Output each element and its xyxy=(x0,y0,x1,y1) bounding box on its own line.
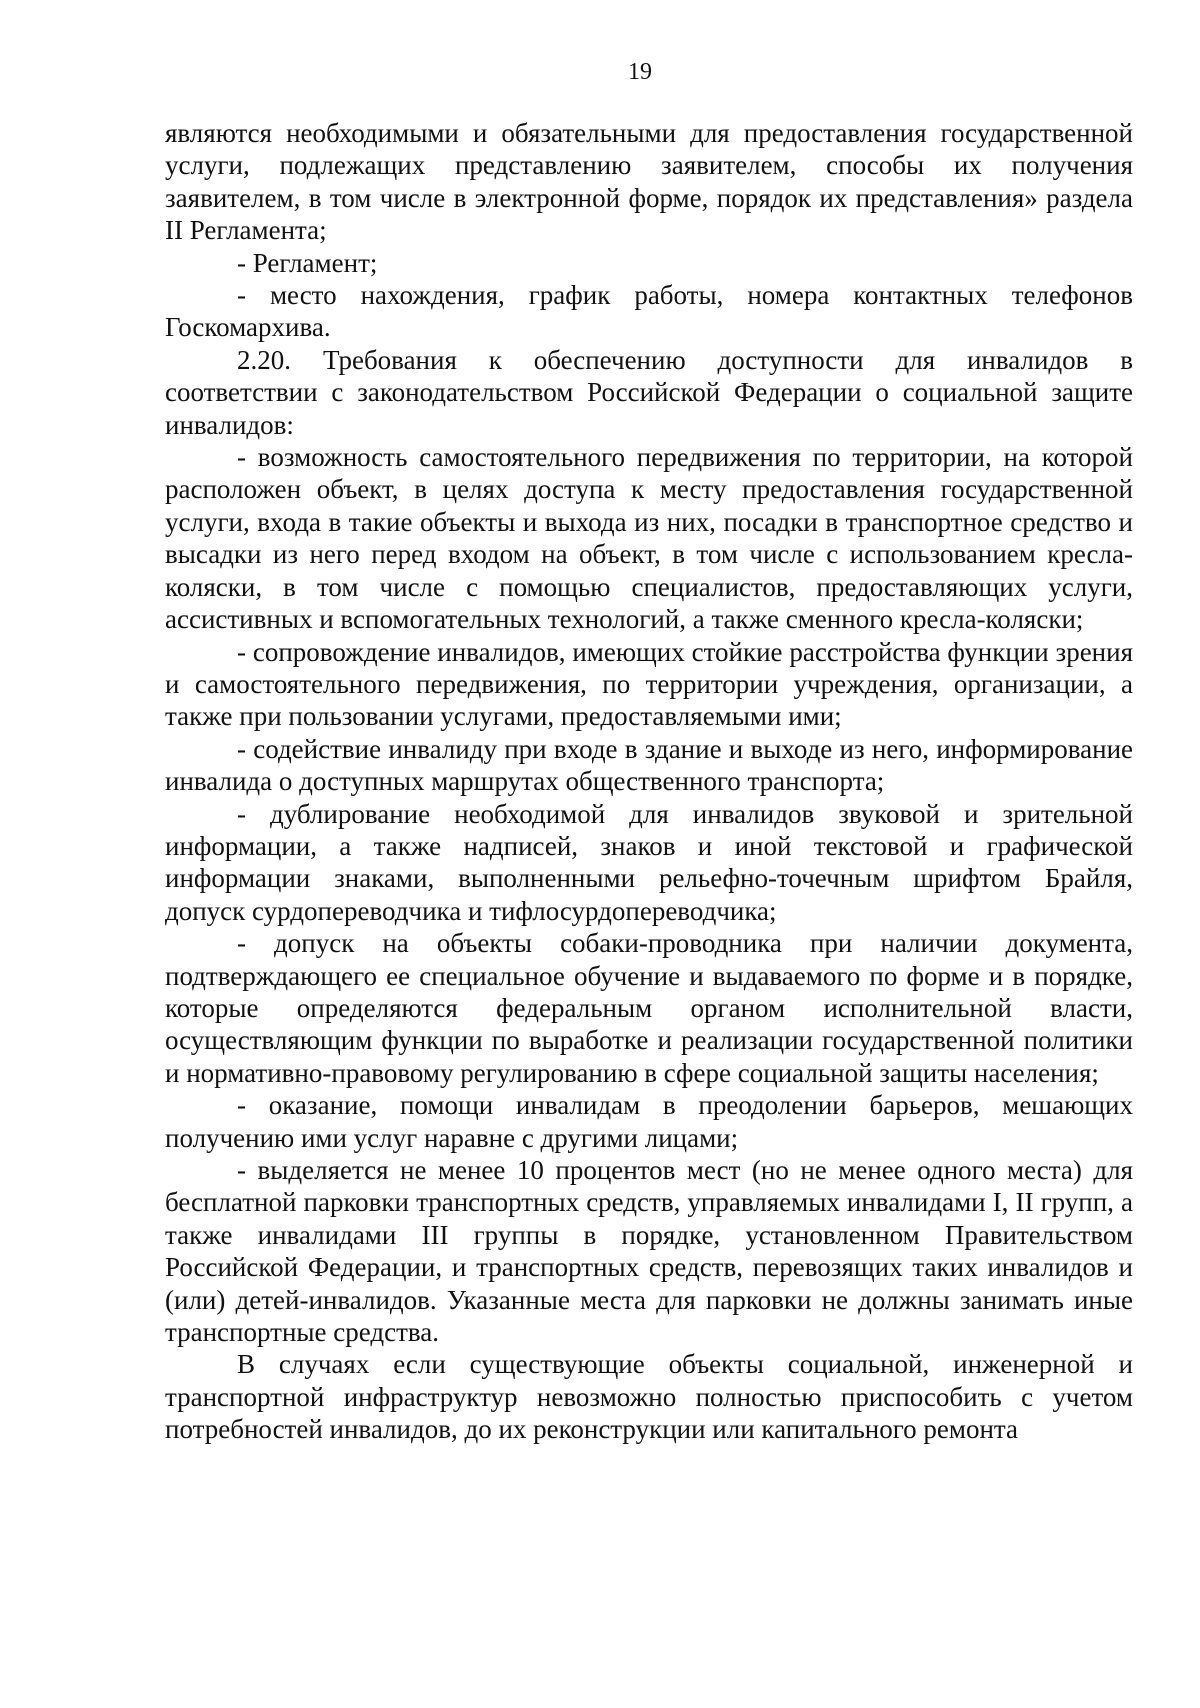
paragraph: являются необходимыми и обязательными для предоставления государственной услуги, подлежащих представлению заявителем, способы их получения заявителем, в том числе в электронной форме, порядок их представления» раздела II Регламента; xyxy=(165,118,1133,246)
paragraph xyxy=(165,344,1133,441)
document-body xyxy=(165,117,1133,1446)
paragraph: - возможность самостоятельного передвижения по территории, на которой расположен объект, в целях доступа к месту предоставления государственной услуги, входа в такие объекты и выхода из них, посадки в транспортное средство и высадки из него перед входом на объект, в том числе с использованием кресла-коляски, в том числе с помощью специалистов, предоставляющих услуги, ассистивных и вспомогательных технологий, а также сменного кресла-коляски; xyxy=(165,442,1133,635)
paragraph: - сопровождение инвалидов, имеющих стойкие расстройства функции зрения и самостоятельного передвижения, по территории учреждения, организации, а также при пользовании услугами, предоставляемыми ими; xyxy=(165,636,1133,732)
paragraph: - Регламент; xyxy=(237,247,378,278)
paragraph: - оказание, помощи инвалидам в преодолении барьеров, мешающих получению ими услуг наравне с другими лицами; xyxy=(165,1090,1133,1153)
paragraph: В случаях если существующие объекты социальной, инженерной и транспортной инфраструктур невозможно полностью приспособить с учетом потребностей инвалидов, до их реконструкции или капитального ремонта xyxy=(165,1349,1133,1445)
paragraph: - дублирование необходимой для инвалидов звуковой и зрительной информации, а также надписей, знаков и иной текстовой и графической информации знаками, выполненными рельефно-точечным шрифтом Брайля, допуск сурдопереводчика и тифлосурдопереводчика; xyxy=(165,798,1133,926)
section-number: 2.20. xyxy=(237,344,291,375)
paragraph: - выделяется не менее 10 процентов мест (но не менее одного места) для бесплатной парковки транспортных средств, управляемых инвалидами I, II групп, а также инвалидами III группы в порядке, установленном Правительством Российской Федерации, и транспортных средств, перевозящих таких инвалидов и (или) детей-инвалидов. Указанные места для парковки не должны занимать иные транспортные средства. xyxy=(165,1155,1133,1348)
paragraph-text: Требования к обеспечению доступности для инвалидов в соответствии с законодательством Российской Федерации о социальной защите инвалидов: xyxy=(165,344,1133,440)
page-number: 19 xyxy=(628,59,652,85)
paragraph: - место нахождения, график работы, номера контактных телефонов Госкомархива. xyxy=(165,280,1133,343)
paragraph: - допуск на объекты собаки-проводника при наличии документа, подтверждающего ее специальное обучение и выдаваемого по форме и в порядке, которые определяются федеральным органом исполнительной власти, осуществляющим функции по выработке и реализации государственной политики и нормативно-правовому регулированию в сфере социальной защиты населения; xyxy=(165,928,1133,1088)
paragraph: - содействие инвалиду при входе в здание и выходе из него, информирование инвалида о доступных маршрутах общественного транспорта; xyxy=(165,733,1133,797)
